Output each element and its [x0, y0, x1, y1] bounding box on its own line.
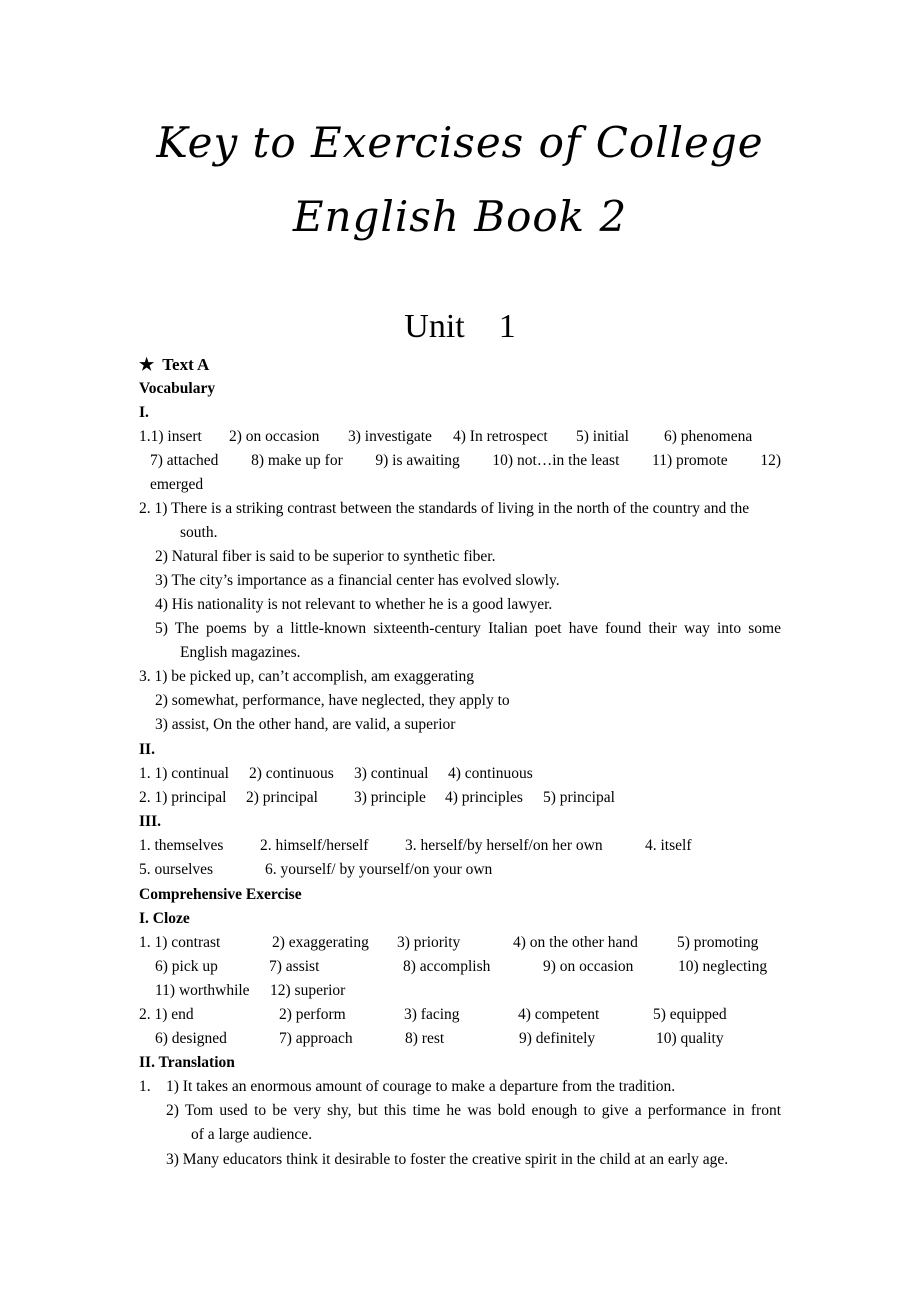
- answer: 1.1) insert: [139, 428, 202, 445]
- answer: 8) make up for: [251, 452, 343, 469]
- vocabulary-heading: Vocabulary: [139, 380, 216, 397]
- answer: 2. 1) end: [139, 1006, 194, 1023]
- answer: 9) definitely: [519, 1030, 596, 1047]
- answer: 8) rest: [405, 1030, 445, 1047]
- answer: 12): [760, 452, 781, 469]
- answer: 9) on occasion: [543, 958, 634, 975]
- answer: 6) designed: [155, 1030, 227, 1047]
- answer: 2) exaggerating: [272, 934, 369, 951]
- answer: 4) competent: [518, 1006, 600, 1023]
- vocab-q2-item1: 2. 1) There is a striking contrast between the standards of living in the north of the country and the: [139, 500, 750, 517]
- vocab-q2-item4: 4) His nationality is not relevant to whether he is a good lawyer.: [155, 596, 553, 613]
- translation-item2-cont: of a large audience.: [191, 1126, 313, 1143]
- answer: 10) not…in the least: [492, 452, 620, 469]
- vocab-q1-row1: [139, 425, 752, 449]
- unit-heading: [0, 308, 920, 346]
- answer: 7) attached: [150, 452, 219, 469]
- comprehensive-heading: Comprehensive Exercise: [139, 886, 302, 903]
- document-title-line-1: Key to Exercises of College: [156, 118, 764, 167]
- answer: 7) approach: [279, 1030, 353, 1047]
- unit-word: Unit: [404, 308, 465, 345]
- answer: 3) facing: [404, 1006, 460, 1023]
- star-icon: ★: [139, 355, 155, 374]
- cloze-heading: I. Cloze: [139, 910, 190, 927]
- answer: 12) superior: [270, 982, 346, 999]
- answer: 1. 1) continual: [139, 765, 229, 782]
- answer: 3) investigate: [348, 428, 432, 445]
- cloze-1-row1: [139, 931, 758, 955]
- ii-row1: [139, 762, 533, 786]
- answer: 6) pick up: [155, 958, 218, 975]
- vocab-q1-row2: [150, 449, 781, 473]
- text-a-label: Text A: [162, 355, 210, 374]
- unit-number: 1: [498, 308, 516, 345]
- answer: 1. 1) contrast: [139, 934, 221, 951]
- translation-item1: 1) It takes an enormous amount of courage to make a departure from the tradition.: [166, 1078, 676, 1095]
- answer: 3) principle: [354, 789, 426, 806]
- vocab-q1-row3: emerged: [150, 476, 204, 493]
- translation-heading: II. Translation: [139, 1054, 235, 1071]
- answer: 6. yourself/ by yourself/on your own: [265, 861, 493, 878]
- answer: 8) accomplish: [403, 958, 491, 975]
- answer: 4) principles: [445, 789, 523, 806]
- translation-item3: 3) Many educators think it desirable to foster the creative spirit in the child at an early age.: [166, 1151, 729, 1168]
- section-roman-1: I.: [139, 404, 149, 421]
- vocab-q2-item5: 5) The poems by a little-known sixteenth-century Italian poet have found their way into some: [155, 620, 781, 637]
- section-roman-3: III.: [139, 813, 161, 830]
- cloze-2-row2: [155, 1027, 724, 1051]
- translation-number: 1.: [139, 1078, 151, 1095]
- answer: 10) quality: [656, 1030, 724, 1047]
- answer: 3. herself/by herself/on her own: [405, 837, 603, 854]
- answer: 6) phenomena: [664, 428, 753, 445]
- cloze-1-row3: [155, 979, 345, 1003]
- cloze-1-row2: [155, 955, 767, 979]
- answer: 4) on the other hand: [513, 934, 638, 951]
- answer: 3) priority: [397, 934, 461, 951]
- answer: 2) on occasion: [229, 428, 320, 445]
- translation-item2: 2) Tom used to be very shy, but this time he was bold enough to give a performance in front: [166, 1102, 781, 1119]
- document-title-line-2: English Book 2: [292, 192, 628, 241]
- answer: 1. themselves: [139, 837, 224, 854]
- section-roman-2: II.: [139, 741, 155, 758]
- answer: 5) principal: [543, 789, 615, 806]
- answer: 4) In retrospect: [453, 428, 548, 445]
- answer: 7) assist: [269, 958, 320, 975]
- answer: 2. himself/herself: [260, 837, 369, 854]
- ii-row2: [139, 786, 615, 810]
- answer: 3) continual: [354, 765, 429, 782]
- answer: 11) promote: [652, 452, 728, 469]
- cloze-2-row1: [139, 1003, 727, 1027]
- iii-row1: [139, 834, 692, 858]
- iii-row2: [139, 858, 492, 882]
- answer: 5) promoting: [677, 934, 759, 951]
- answer: 2. 1) principal: [139, 789, 227, 806]
- answer: 10) neglecting: [678, 958, 768, 975]
- answer: 2) principal: [246, 789, 318, 806]
- vocab-q2-item3: 3) The city’s importance as a financial center has evolved slowly.: [155, 572, 560, 589]
- answer: 9) is awaiting: [375, 452, 460, 469]
- answer: 4. itself: [645, 837, 692, 854]
- answer: 2) perform: [279, 1006, 346, 1023]
- answer: 5. ourselves: [139, 861, 214, 878]
- vocab-q2-item2: 2) Natural fiber is said to be superior to synthetic fiber.: [155, 548, 496, 565]
- vocab-q2-item5-cont: English magazines.: [180, 644, 301, 661]
- answer: 5) equipped: [653, 1006, 727, 1023]
- vocab-q2-item1-cont: south.: [180, 524, 218, 541]
- answer: 11) worthwhile: [155, 982, 250, 999]
- vocab-q3-item2: 2) somewhat, performance, have neglected, they apply to: [155, 692, 510, 709]
- vocab-q3-item3: 3) assist, On the other hand, are valid, a superior: [155, 716, 456, 733]
- text-a-heading: [139, 353, 209, 377]
- answer: 2) continuous: [249, 765, 334, 782]
- vocab-q3-item1: 3. 1) be picked up, can’t accomplish, am exaggerating: [139, 668, 474, 685]
- answer: 5) initial: [576, 428, 629, 445]
- answer: 4) continuous: [448, 765, 533, 782]
